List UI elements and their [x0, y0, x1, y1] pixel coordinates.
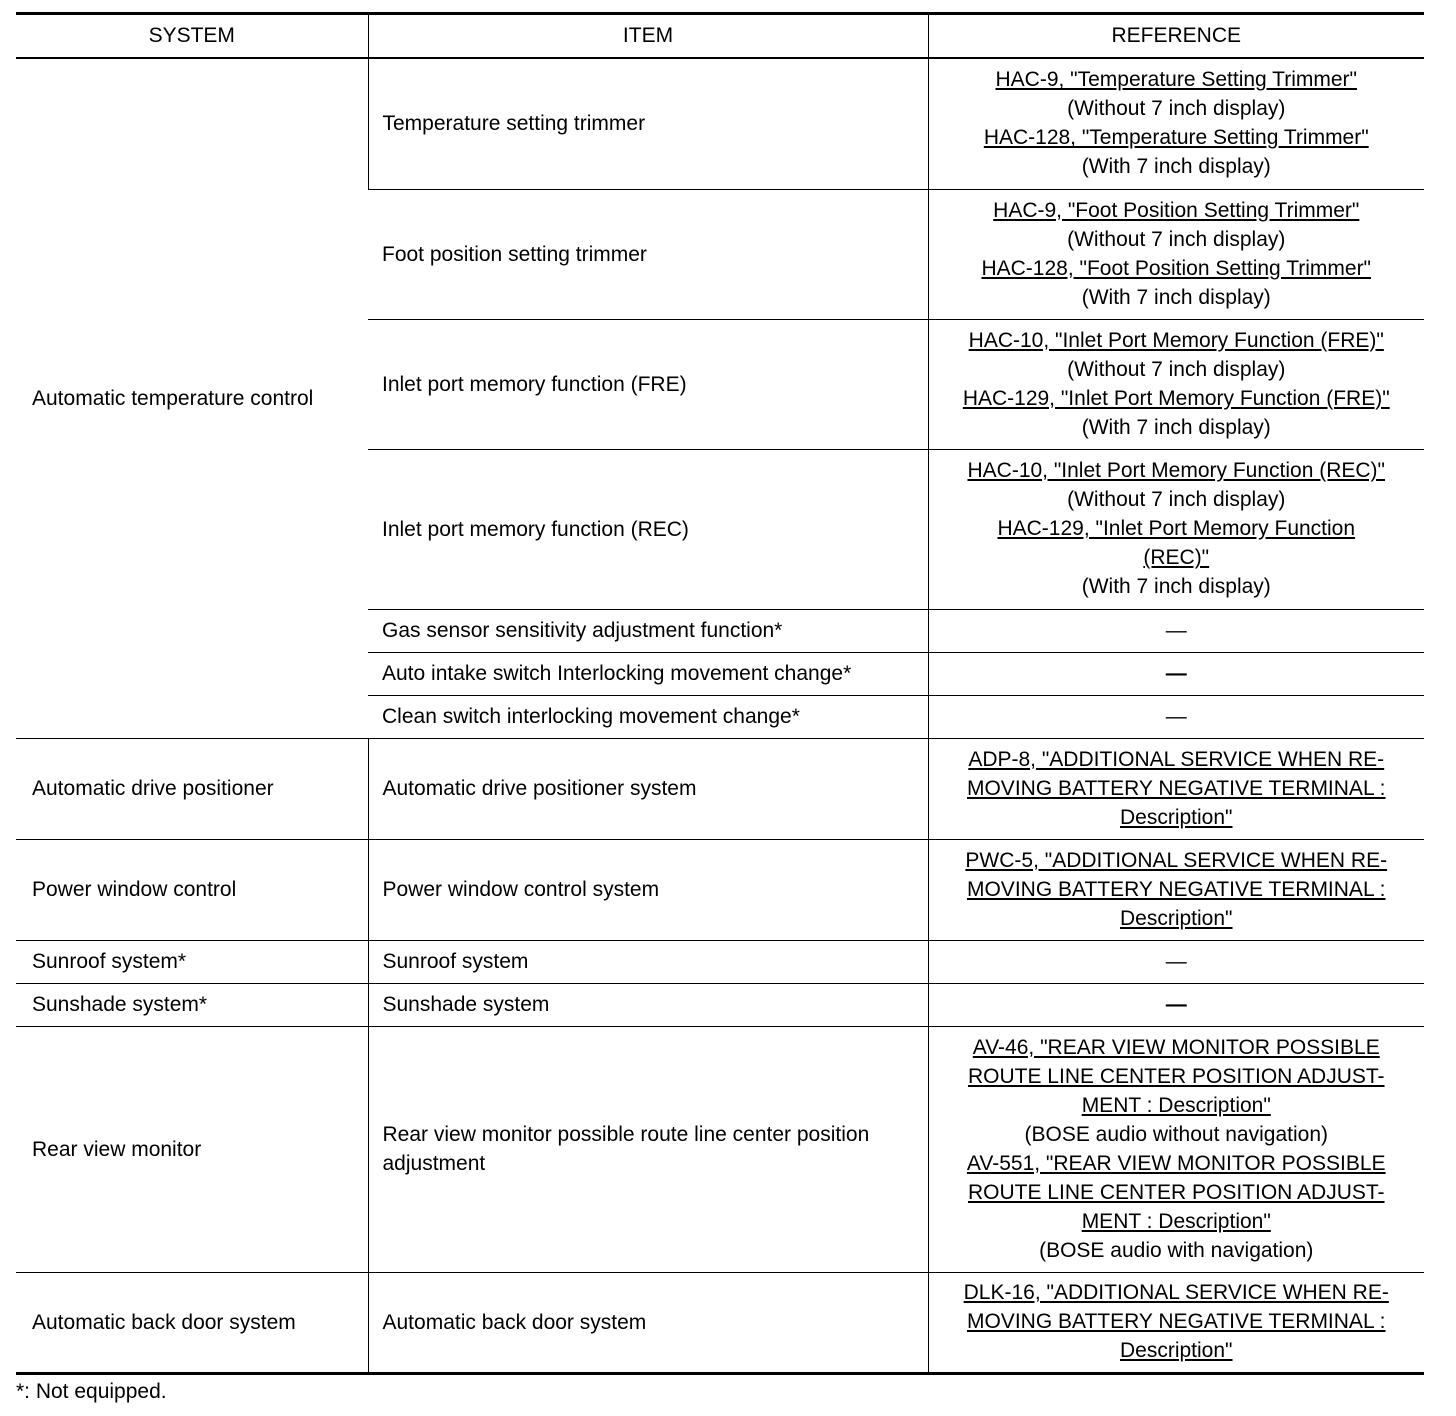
reference-cell	[928, 983, 1424, 1026]
reference-link[interactable]: HAC-129, "Inlet Port Memory Function (FRE)"	[962, 386, 1390, 410]
item-cell: Sunshade system	[368, 983, 928, 1026]
no-reference-dash: —	[1165, 661, 1187, 685]
reference-note: (Without 7 inch display)	[1067, 227, 1286, 251]
reference-cell	[928, 695, 1424, 738]
item-cell: Power window control system	[368, 839, 928, 940]
reference-cell	[928, 58, 1424, 189]
reference-link[interactable]: MENT : Description"	[1081, 1209, 1271, 1233]
reference-link[interactable]: AV-46, "REAR VIEW MONITOR POSSIBLE	[972, 1035, 1380, 1059]
item-cell: Inlet port memory function (FRE)	[368, 319, 928, 449]
reference-link[interactable]: HAC-10, "Inlet Port Memory Function (FRE)"	[968, 328, 1384, 352]
table-row	[16, 1272, 1424, 1373]
reference-cell	[928, 449, 1424, 609]
item-cell: Foot position setting trimmer	[368, 189, 928, 319]
item-cell: Sunroof system	[368, 940, 928, 983]
reference-table-container	[16, 12, 1424, 1375]
reference-note: (With 7 inch display)	[1081, 415, 1271, 439]
reference-link[interactable]: HAC-9, "Temperature Setting Trimmer"	[995, 68, 1357, 92]
reference-link[interactable]: HAC-129, "Inlet Port Memory Function	[997, 517, 1356, 540]
reference-note: (Without 7 inch display)	[1067, 357, 1286, 381]
reference-link[interactable]: Description"	[1120, 1339, 1233, 1362]
no-reference-dash: —	[1165, 992, 1187, 1016]
reference-cell	[928, 1026, 1424, 1272]
reference-link[interactable]: ADP-8, "ADDITIONAL SERVICE WHEN RE-	[968, 747, 1385, 771]
reference-link[interactable]: MOVING BATTERY NEGATIVE TERMINAL :	[966, 877, 1386, 901]
no-reference-dash: —	[1165, 618, 1187, 642]
header-system: SYSTEM	[16, 14, 368, 59]
table-row	[16, 839, 1424, 940]
reference-link[interactable]: HAC-9, "Foot Position Setting Trimmer"	[993, 198, 1360, 222]
item-cell: Gas sensor sensitivity adjustment function*	[368, 609, 928, 652]
reference-note: (With 7 inch display)	[1081, 575, 1271, 598]
reference-cell	[928, 839, 1424, 940]
system-cell: Sunshade system*	[16, 983, 368, 1026]
reference-link[interactable]: ROUTE LINE CENTER POSITION ADJUST-	[967, 1180, 1385, 1204]
reference-link[interactable]: DLK-16, "ADDITIONAL SERVICE WHEN RE-	[963, 1281, 1389, 1304]
reference-note: (BOSE audio without navigation)	[1024, 1122, 1328, 1146]
system-cell: Automatic temperature control	[32, 386, 314, 410]
reference-link[interactable]: MOVING BATTERY NEGATIVE TERMINAL :	[966, 776, 1386, 800]
system-cell: Sunroof system*	[16, 940, 368, 983]
table-row	[16, 1026, 1424, 1272]
reference-note: (Without 7 inch display)	[1067, 97, 1286, 121]
reference-cell	[928, 1272, 1424, 1373]
reference-note: (With 7 inch display)	[1081, 285, 1271, 309]
item-cell: Temperature setting trimmer	[368, 58, 928, 189]
reference-link[interactable]: Description"	[1120, 906, 1233, 930]
reference-link[interactable]: HAC-10, "Inlet Port Memory Function (REC)"	[967, 459, 1386, 482]
table-row	[16, 940, 1424, 983]
header-row	[16, 14, 1424, 59]
item-cell: Auto intake switch Interlocking movement change*	[368, 652, 928, 695]
reference-cell	[928, 609, 1424, 652]
table-row	[16, 983, 1424, 1026]
item-cell: Automatic back door system	[368, 1272, 928, 1373]
item-cell: Inlet port memory function (REC)	[368, 449, 928, 609]
table-row	[16, 58, 1424, 189]
header-reference: REFERENCE	[928, 14, 1424, 59]
footnote: *: Not equipped.	[16, 1380, 167, 1403]
table-row	[16, 738, 1424, 839]
reference-link[interactable]: MENT : Description"	[1081, 1093, 1271, 1117]
reference-link[interactable]: PWC-5, "ADDITIONAL SERVICE WHEN RE-	[965, 848, 1388, 872]
item-cell: Rear view monitor possible route line center position adjustment	[368, 1026, 928, 1272]
no-reference-dash: —	[1165, 704, 1187, 728]
reference-link[interactable]: (REC)"	[1143, 546, 1210, 569]
header-item: ITEM	[368, 14, 928, 59]
system-cell: Automatic back door system	[16, 1272, 368, 1373]
reference-note: (BOSE audio with navigation)	[1039, 1238, 1314, 1262]
no-reference-dash: —	[1165, 949, 1187, 973]
reference-note: (With 7 inch display)	[1081, 155, 1271, 179]
reference-link[interactable]: Description"	[1120, 805, 1233, 829]
item-cell: Automatic drive positioner system	[368, 738, 928, 839]
reference-link[interactable]: ROUTE LINE CENTER POSITION ADJUST-	[967, 1064, 1385, 1088]
system-cell: Power window control	[16, 839, 368, 940]
reference-cell	[928, 738, 1424, 839]
system-reference-table	[16, 12, 1424, 1375]
reference-cell	[928, 189, 1424, 319]
reference-cell	[928, 319, 1424, 449]
reference-link[interactable]: AV-551, "REAR VIEW MONITOR POSSIBLE	[966, 1151, 1386, 1175]
reference-cell	[928, 940, 1424, 983]
item-cell: Clean switch interlocking movement change*	[368, 695, 928, 738]
reference-link[interactable]: HAC-128, "Temperature Setting Trimmer"	[983, 126, 1369, 150]
system-cell: Automatic drive positioner	[16, 738, 368, 839]
reference-link[interactable]: MOVING BATTERY NEGATIVE TERMINAL :	[966, 1310, 1386, 1333]
reference-cell	[928, 652, 1424, 695]
reference-link[interactable]: HAC-128, "Foot Position Setting Trimmer"	[981, 256, 1372, 280]
system-cell: Rear view monitor	[16, 1026, 368, 1272]
reference-note: (Without 7 inch display)	[1067, 488, 1286, 511]
